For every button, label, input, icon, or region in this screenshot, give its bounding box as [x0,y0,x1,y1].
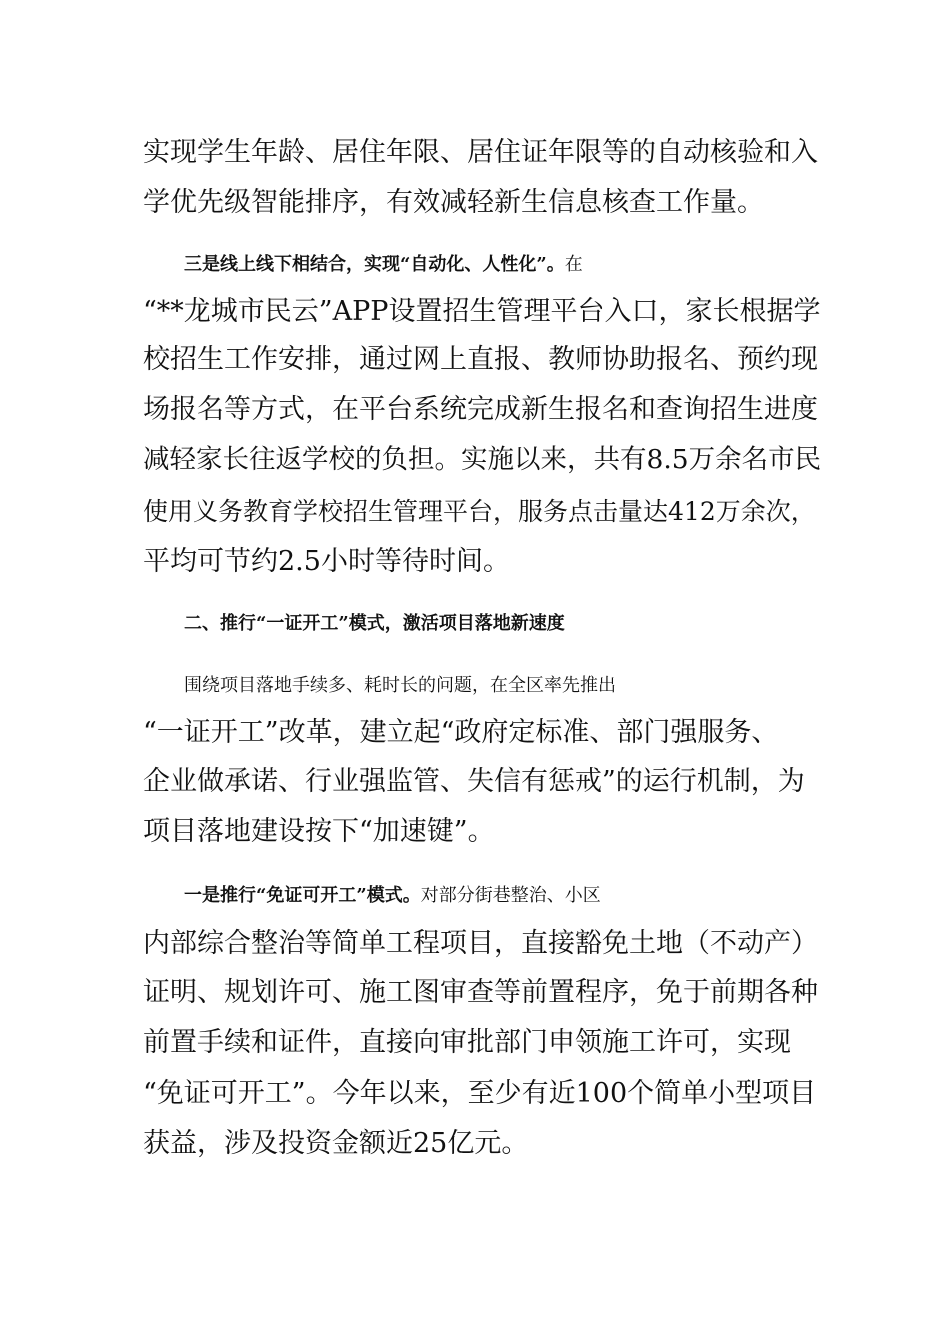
paragraph-line: 场报名等方式，在平台系统完成新生报名和查询招生进度 [143,394,818,425]
lead-heading: 一是推行“免证可开工”模式。 [184,885,421,906]
paragraph-line: “**龙城市民云”APP设置招生管理平台入口，家长根据学 [143,296,821,327]
paragraph-line: 三是线上线下相结合，实现“自动化、人性化”。在 [184,254,583,275]
paragraph-line: 校招生工作安排，通过网上直报、教师协助报名、预约现 [143,344,818,375]
paragraph-line: 内部综合整治等简单工程项目，直接豁免土地（不动产） [143,928,818,959]
paragraph-line: 平均可节约2.5小时等待时间。 [143,546,510,577]
paragraph-line: “一证开工”改革，建立起“政府定标准、部门强服务、 [143,717,779,748]
paragraph-line: 项目落地建设按下“加速键”。 [143,816,495,847]
paragraph-line: 获益，涉及投资金额近25亿元。 [143,1128,529,1159]
paragraph-line: 前置手续和证件，直接向审批部门申领施工许可，实现 [143,1027,791,1058]
paragraph-line: 一是推行“免证可开工”模式。对部分街巷整治、小区 [184,885,601,906]
section-heading: 二、推行“一证开工”模式，激活项目落地新速度 [184,613,565,634]
paragraph-line: 减轻家长往返学校的负担。实施以来，共有8.5万余名市民 [143,444,822,475]
paragraph-line: 实现学生年龄、居住年限、居住证年限等的自动核验和入 [143,137,818,168]
paragraph-line: 学优先级智能排序，有效减轻新生信息核查工作量。 [143,187,764,218]
paragraph-line: 企业做承诺、行业强监管、失信有惩戒”的运行机制，为 [143,766,805,797]
paragraph-line: 围绕项目落地手续多、耗时长的问题，在全区率先推出 [184,675,616,696]
lead-heading: 三是线上线下相结合，实现“自动化、人性化”。 [184,254,565,275]
paragraph-line: 使用义务教育学校招生管理平台，服务点击量达412万余次， [143,497,816,526]
paragraph-line: “免证可开工”。今年以来，至少有近100个简单小型项目 [143,1078,817,1109]
paragraph-line: 证明、规划许可、施工图审查等前置程序，免于前期各种 [143,977,818,1008]
